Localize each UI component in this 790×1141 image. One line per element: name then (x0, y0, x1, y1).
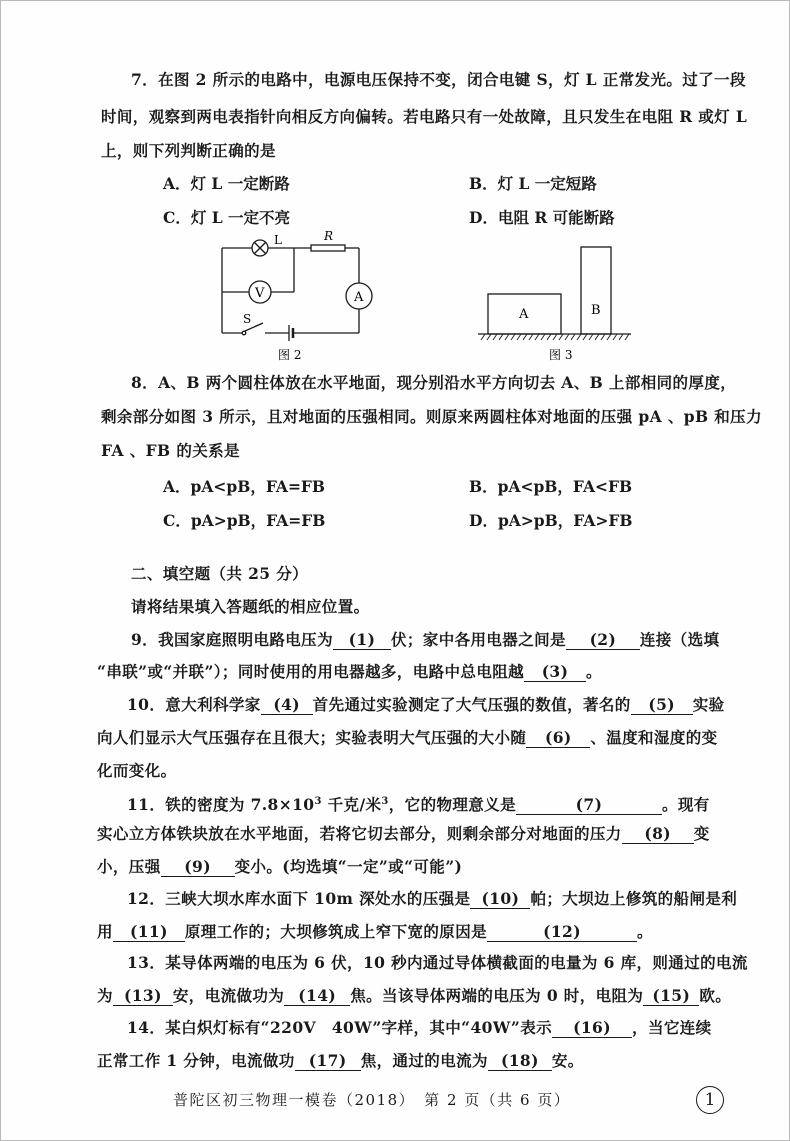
q7-line-1: 7．在图 2 所示的电路中，电源电压保持不变，闭合电键 S，灯 L 正常发光。过了一段 (131, 70, 746, 89)
ammeter-label: A (354, 290, 364, 305)
q7-option-c: C．灯 L 一定不亮 (163, 208, 291, 227)
q14-text: 焦，通过的电流为 (360, 1051, 488, 1070)
q14-text: 正常工作 1 分钟，电流做功 (97, 1051, 295, 1070)
ground-hatching (481, 334, 629, 340)
q14-line-2 (97, 1051, 584, 1071)
q11-exponent: 3 (314, 796, 322, 807)
q9-text: 。 (586, 662, 602, 681)
q11-text: 。现有 (661, 795, 710, 814)
answer-blank-12: (12) (487, 923, 637, 942)
q7-option-a: A．灯 L 一定断路 (163, 174, 290, 193)
block-b (581, 247, 611, 334)
answer-blank-14: (14) (284, 987, 350, 1006)
q7-line-3: 上，则下列判断正确的是 (101, 141, 276, 160)
q11-text: 千克/米 (321, 795, 382, 814)
page-footer: 普陀区初三物理一模卷（2018） 第 2 页（共 6 页） (173, 1091, 571, 1109)
figure-2-circuit (201, 226, 381, 366)
q11-line-3 (97, 857, 462, 877)
q12-text: 原理工作的；大坝修筑成上窄下宽的原因是 (184, 922, 488, 941)
answer-blank-17: (17) (295, 1052, 361, 1071)
answer-blank-15: (15) (643, 987, 699, 1006)
q11-text: 小，压强 (97, 857, 161, 876)
q13-text: 焦。当该导体两端的电压为 0 时，电阻为 (350, 986, 644, 1005)
q11-text: 11．铁的密度为 7.8×10 (127, 795, 315, 814)
q10-line-3: 化而变化。 (97, 761, 177, 780)
q10-text: 10．意大利科学家 (127, 695, 261, 714)
answer-blank-13: (13) (113, 987, 173, 1006)
answer-blank-8: (8) (622, 825, 694, 844)
q9-text: 9．我国家庭照明电路电压为 (131, 630, 333, 649)
q14-text: ，当它连续 (632, 1018, 712, 1037)
q14-text: 14．某白炽灯标有“220V 40W”字样，其中“40W”表示 (127, 1018, 553, 1037)
q12-text: 用 (97, 922, 113, 941)
q11-text: 实心立方体铁块放在水平地面，若将它切去部分，则剩余部分对地面的压力 (97, 824, 622, 843)
resistor-icon (311, 245, 345, 251)
switch-label: S (243, 312, 252, 326)
answer-blank-2: (2) (566, 631, 640, 650)
q11-line-2 (97, 824, 710, 844)
answer-blank-9: (9) (161, 858, 235, 877)
answer-blank-10: (10) (470, 890, 530, 909)
figure-2-caption: 图 2 (278, 348, 302, 362)
q10-text: 向人们显示大气压强存在且很大；实验表明大气压强的大小随 (97, 728, 527, 747)
q8-option-a: A．pA<pB，FA=FB (163, 477, 326, 496)
q10-text: 首先通过实验测定了大气压强的数值，著名的 (312, 695, 631, 714)
block-a-label: A (519, 307, 529, 322)
q10-text: 、温度和湿度的变 (590, 728, 718, 747)
voltmeter-label: V (255, 286, 265, 301)
q7-line-2: 时间，观察到两电表指针向相反方向偏转。若电路只有一处故障，且只发生在电阻 R 或灯 L (101, 107, 748, 126)
figure-3-caption: 图 3 (549, 348, 573, 362)
q11-exponent: 3 (381, 796, 389, 807)
q12-text: 。 (637, 922, 653, 941)
q8-line-2: 剩余部分如图 3 所示，且对地面的压强相同。则原来两圆柱体对地面的压强 pA 、pB 和压力 (101, 407, 762, 426)
q13-text: 欧。 (699, 986, 732, 1005)
q14-line-1 (127, 1018, 712, 1038)
q13-line-1: 13．某导体两端的电压为 6 伏，10 秒内通过导体横截面的电量为 6 库，则通过的电流 (127, 953, 748, 972)
q13-line-2 (97, 986, 731, 1006)
q12-text: 12．三峡大坝水库水面下 10m 深处水的压强是 (127, 889, 471, 908)
answer-blank-6: (6) (526, 729, 590, 748)
q8-option-c: C．pA>pB，FA=FB (163, 511, 326, 530)
answer-blank-11: (11) (113, 923, 185, 942)
q13-text: 安，电流做功为 (172, 986, 285, 1005)
q12-line-2 (97, 922, 653, 942)
q8-option-b: B．pA<pB，FA<FB (469, 477, 633, 496)
q9-line-1 (131, 630, 719, 650)
resistor-label: R (324, 229, 334, 243)
section-2-title: 二、填空题（共 25 分） (131, 564, 309, 583)
q12-text: 帕；大坝边上修筑的船闸是利 (530, 889, 738, 908)
q8-line-1: 8．A、B 两个圆柱体放在水平地面，现分别沿水平方向切去 A、B 上部相同的厚度， (131, 373, 737, 392)
answer-blank-7: (7) (516, 796, 662, 815)
figure-3-cylinders (461, 236, 641, 366)
q10-line-2 (97, 728, 718, 748)
q10-text: 实验 (692, 695, 725, 714)
q7-option-b: B．灯 L 一定短路 (469, 174, 597, 193)
section-2-instruction: 请将结果填入答题纸的相应位置。 (131, 597, 370, 616)
answer-blank-4: (4) (261, 696, 313, 715)
block-b-label: B (591, 303, 601, 318)
q9-text: 伏；家中各用电器之间是 (391, 630, 566, 649)
answer-blank-5: (5) (631, 696, 693, 715)
q11-line-1 (127, 792, 710, 815)
lamp-label: L (274, 233, 282, 247)
answer-blank-3: (3) (524, 663, 586, 682)
q7-option-d: D．电阻 R 可能断路 (469, 208, 615, 227)
q14-text: 安。 (551, 1051, 584, 1070)
q9-line-2 (97, 662, 602, 682)
q11-text: 变小。(均选填“一定”或“可能”) (234, 857, 463, 876)
q12-line-1 (127, 889, 737, 909)
answer-blank-1: (1) (333, 631, 391, 650)
answer-blank-16: (16) (552, 1019, 632, 1038)
q11-text: ，它的物理意义是 (388, 795, 516, 814)
circled-page-number: 1 (696, 1086, 724, 1114)
q13-text: 为 (97, 986, 113, 1005)
q10-line-1 (127, 695, 725, 715)
q8-option-d: D．pA>pB，FA>FB (469, 511, 633, 530)
answer-blank-18: (18) (488, 1052, 552, 1071)
q9-text: 连接（选填 (639, 630, 720, 649)
q9-text: “串联”或“并联”）；同时使用的用电器越多，电路中总电阻越 (97, 662, 525, 681)
q8-line-3: FA 、FB 的关系是 (101, 441, 240, 460)
q11-text: 变 (693, 824, 710, 843)
